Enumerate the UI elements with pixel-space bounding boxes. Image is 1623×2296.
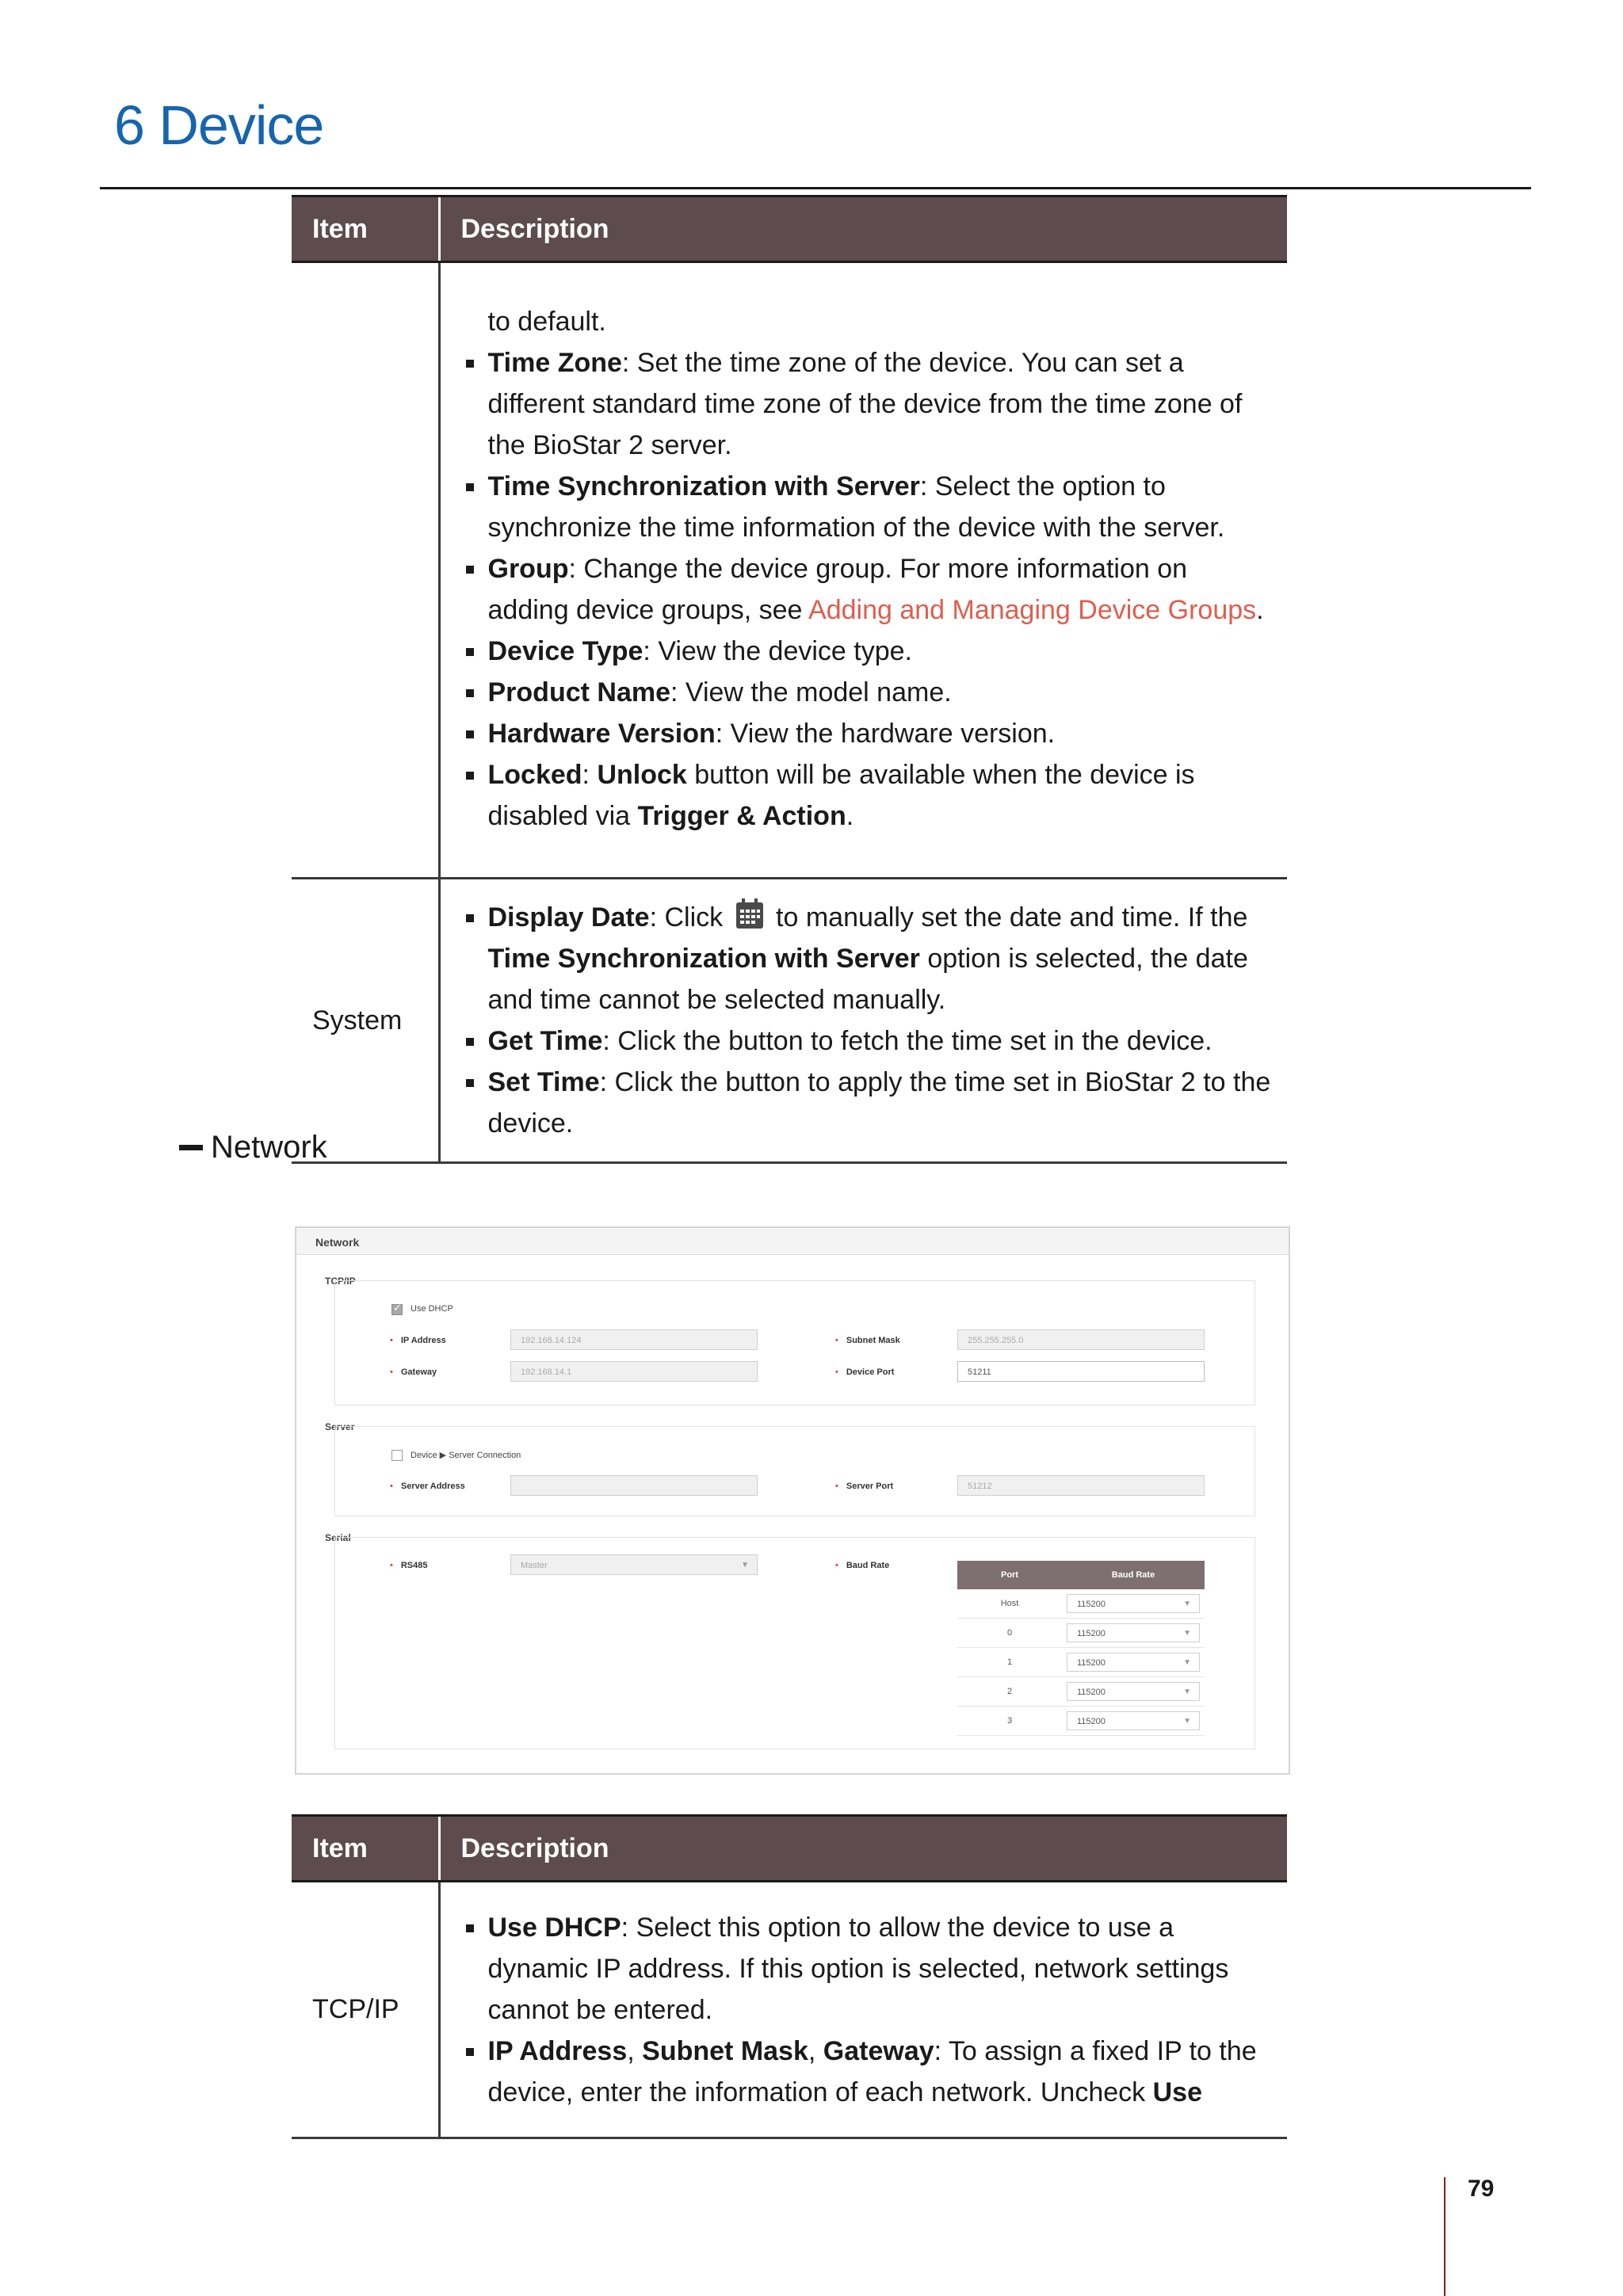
dash-icon <box>179 1145 203 1150</box>
baud-rate-table <box>957 1561 1205 1736</box>
page-number-rule <box>1444 2177 1445 2296</box>
group-title-server: Server <box>325 1421 355 1432</box>
item-cell-tcpip: TCP/IP <box>292 1882 439 2138</box>
server-group <box>334 1426 1255 1516</box>
table-row <box>292 1882 1287 2138</box>
baud-rate-select[interactable]: 115200 ▼ <box>1067 1594 1200 1613</box>
list-item: Device Type: View the device type. <box>463 631 1272 672</box>
list-item: Locked: Unlock button will be available when the device is disabled via Trigger & Action. <box>463 754 1272 837</box>
item-cell-system: System <box>292 879 439 1163</box>
chevron-down-icon: ▼ <box>1183 1600 1191 1608</box>
device-port-label: • Device Port <box>835 1367 895 1377</box>
use-dhcp-checkbox[interactable] <box>391 1304 403 1315</box>
col-header-item: Item <box>292 1816 439 1882</box>
table-row: Host 115200 ▼ <box>957 1589 1205 1619</box>
calendar-icon <box>735 898 764 929</box>
col-header-baud-rate: Baud Rate <box>1062 1561 1205 1589</box>
chapter-title: 6 Device <box>114 94 324 156</box>
list-item: Time Zone: Set the time zone of the device. You can set a different standard time zone of the device from the time zone of the BioStar 2 server. <box>463 342 1272 466</box>
chevron-down-icon: ▼ <box>1183 1629 1191 1638</box>
section-heading-network: Network <box>179 1130 327 1165</box>
list-item: Use DHCP: Select this option to allow the device to use a dynamic IP address. If this option is selected, network settings cannot be entered. <box>463 1907 1272 2031</box>
list-item: Get Time: Click the button to fetch the time set in the device. <box>463 1020 1272 1062</box>
page-number: 79 <box>1468 2176 1495 2202</box>
chevron-down-icon: ▼ <box>741 1561 749 1569</box>
group-title-tcpip: TCP/IP <box>325 1276 356 1287</box>
list-item: Set Time: Click the button to apply the time set in BioStar 2 to the device. <box>463 1062 1272 1144</box>
use-dhcp-label: Use DHCP <box>411 1304 453 1314</box>
desc-cell <box>439 262 1287 879</box>
desc-cell <box>439 1882 1287 2138</box>
baud-rate-label: • Baud Rate <box>835 1561 890 1570</box>
list-item: Display Date: Click to manually set the date and time. If the Time Synchronization with Server option is selected, the date and time cannot be selected manually. <box>463 897 1272 1020</box>
server-address-label: • Server Address <box>390 1482 465 1491</box>
gateway-field[interactable]: 192.168.14.1 <box>510 1361 758 1382</box>
description-table-2 <box>292 1814 1287 2139</box>
table-row: 1 115200 ▼ <box>957 1648 1205 1677</box>
item-cell <box>292 262 439 879</box>
table-row <box>292 262 1287 879</box>
col-header-description: Description <box>439 196 1287 262</box>
server-connection-label: Device ▶ Server Connection <box>411 1451 521 1460</box>
device-port-field[interactable]: 51211 <box>957 1361 1205 1382</box>
chevron-down-icon: ▼ <box>1183 1658 1191 1667</box>
list-item: Time Synchronization with Server: Select the option to synchronize the time information of the device with the server. <box>463 466 1272 548</box>
table-row: 2 115200 ▼ <box>957 1677 1205 1707</box>
panel-title: Network <box>296 1228 1289 1255</box>
baud-rate-select[interactable]: 115200 ▼ <box>1067 1682 1200 1701</box>
col-header-description: Description <box>439 1816 1287 1882</box>
description-table-1 <box>292 195 1287 1164</box>
baud-rate-select[interactable]: 115200 ▼ <box>1067 1623 1200 1642</box>
title-rule <box>100 187 1531 189</box>
list-item: IP Address, Subnet Mask, Gateway: To assign a fixed IP to the device, enter the information of each network. Uncheck Use <box>463 2031 1272 2113</box>
device-groups-link[interactable]: Adding and Managing Device Groups <box>808 594 1257 625</box>
server-address-field[interactable] <box>510 1475 758 1496</box>
server-connection-checkbox[interactable] <box>391 1450 403 1461</box>
subnet-mask-field[interactable]: 255.255.255.0 <box>957 1329 1205 1350</box>
rs485-select[interactable]: Master ▼ <box>510 1554 758 1575</box>
continued-text: to default. <box>487 306 606 337</box>
col-header-item: Item <box>292 196 439 262</box>
ip-address-field[interactable]: 192.168.14.124 <box>510 1329 758 1350</box>
chevron-down-icon: ▼ <box>1183 1688 1191 1696</box>
baud-rate-select[interactable]: 115200 ▼ <box>1067 1653 1200 1672</box>
subnet-mask-label: • Subnet Mask <box>835 1336 900 1345</box>
col-header-port: Port <box>957 1561 1062 1589</box>
table-row: 0 115200 ▼ <box>957 1619 1205 1648</box>
server-port-field[interactable]: 51212 <box>957 1475 1205 1496</box>
group-title-serial: Serial <box>325 1532 351 1543</box>
list-item: Hardware Version: View the hardware version. <box>463 713 1272 754</box>
list-item: Group: Change the device group. For more information on adding device groups, see Adding and Managing Device Groups. <box>463 548 1272 631</box>
server-port-label: • Server Port <box>835 1482 894 1491</box>
network-settings-screenshot <box>295 1226 1290 1775</box>
ip-address-label: • IP Address <box>390 1336 446 1345</box>
desc-cell <box>439 879 1287 1163</box>
rs485-label: • RS485 <box>390 1561 428 1570</box>
table-row <box>292 879 1287 1163</box>
gateway-label: • Gateway <box>390 1367 437 1377</box>
list-item: Product Name: View the model name. <box>463 672 1272 713</box>
chevron-down-icon: ▼ <box>1183 1717 1191 1726</box>
table-row: 3 115200 ▼ <box>957 1707 1205 1736</box>
baud-rate-select[interactable]: 115200 ▼ <box>1067 1711 1200 1730</box>
